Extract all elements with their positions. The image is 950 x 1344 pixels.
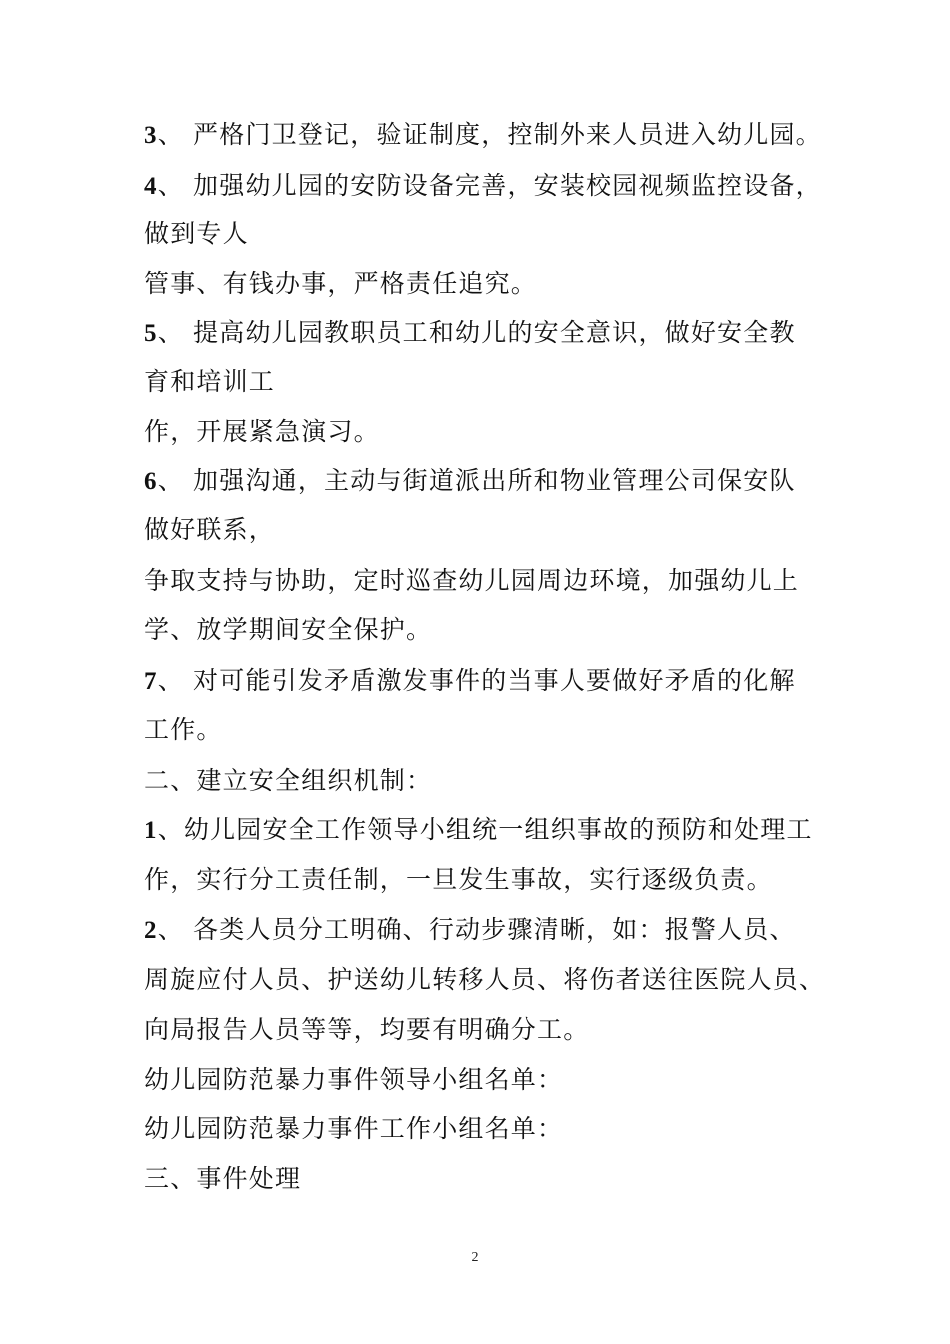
line-text: 三、事件处理: [144, 1164, 302, 1193]
line-text: 作，实行分工责任制，一旦发生事故，实行逐级负责。: [144, 865, 773, 894]
item-number: 5: [144, 320, 158, 347]
line-text: 学、放学期间安全保护。: [144, 615, 433, 644]
line-text: 幼儿园防范暴力事件领导小组名单：: [144, 1065, 564, 1094]
paragraph-line: [144, 171, 822, 202]
paragraph-line: [144, 1015, 589, 1046]
paragraph-line: [144, 318, 796, 349]
paragraph-line: [144, 466, 796, 497]
paragraph-line: [144, 566, 799, 597]
line-text: 工作。: [144, 715, 223, 744]
paragraph-line: [144, 666, 796, 697]
line-text: 作，开展紧急演习。: [144, 417, 380, 446]
line-text: 争取支持与协助，定时巡查幼儿园周边环境，加强幼儿上: [144, 566, 800, 595]
item-number: 1: [144, 817, 158, 844]
line-text: 、 严格门卫登记，验证制度，控制外来人员进入幼儿园。: [157, 120, 822, 149]
paragraph-line: [144, 269, 537, 300]
line-text: 、 加强幼儿园的安防设备完善，安装校园视频监控设备，: [157, 171, 822, 200]
item-number: 4: [144, 173, 158, 200]
item-number: 2: [144, 917, 158, 944]
paragraph-line: [144, 915, 796, 946]
paragraph-line: [144, 1164, 301, 1195]
paragraph-line: [144, 615, 432, 646]
line-text: 、 加强沟通，主动与街道派出所和物业管理公司保安队: [157, 466, 796, 495]
paragraph-line: [144, 865, 773, 896]
paragraph-line: [144, 815, 813, 846]
line-text: 、 提高幼儿园教职员工和幼儿的安全意识，做好安全教: [157, 318, 796, 347]
line-text: 做到专人: [144, 219, 249, 248]
line-text: 幼儿园防范暴力事件工作小组名单：: [144, 1114, 564, 1143]
paragraph-line: [144, 1065, 563, 1096]
paragraph-line: [144, 367, 275, 398]
item-number: 3: [144, 122, 158, 149]
paragraph-line: [144, 515, 275, 546]
line-text: 育和培训工: [144, 367, 276, 396]
paragraph-line: [144, 417, 380, 448]
paragraph-line: [144, 219, 249, 250]
paragraph-line: [144, 965, 825, 996]
item-number: 7: [144, 668, 158, 695]
line-text: 二、建立安全组织机制：: [144, 766, 433, 795]
line-text: 向局报告人员等等，均要有明确分工。: [144, 1015, 590, 1044]
line-text: 做好联系，: [144, 515, 276, 544]
paragraph-line: [144, 1114, 563, 1145]
line-text: 管事、有钱办事，严格责任追究。: [144, 269, 538, 298]
paragraph-line: [144, 715, 223, 746]
line-text: 、 对可能引发矛盾激发事件的当事人要做好矛盾的化解: [157, 666, 796, 695]
page-number: 2: [471, 1250, 479, 1265]
paragraph-line: [144, 120, 822, 151]
line-text: 、 各类人员分工明确、行动步骤清晰，如：报警人员、: [157, 915, 796, 944]
item-number: 6: [144, 468, 158, 495]
line-text: 周旋应付人员、护送幼儿转移人员、将伤者送往医院人员、: [144, 965, 826, 994]
paragraph-line: [144, 766, 432, 797]
line-text: 、幼儿园安全工作领导小组统一组织事故的预防和处理工: [157, 815, 813, 844]
